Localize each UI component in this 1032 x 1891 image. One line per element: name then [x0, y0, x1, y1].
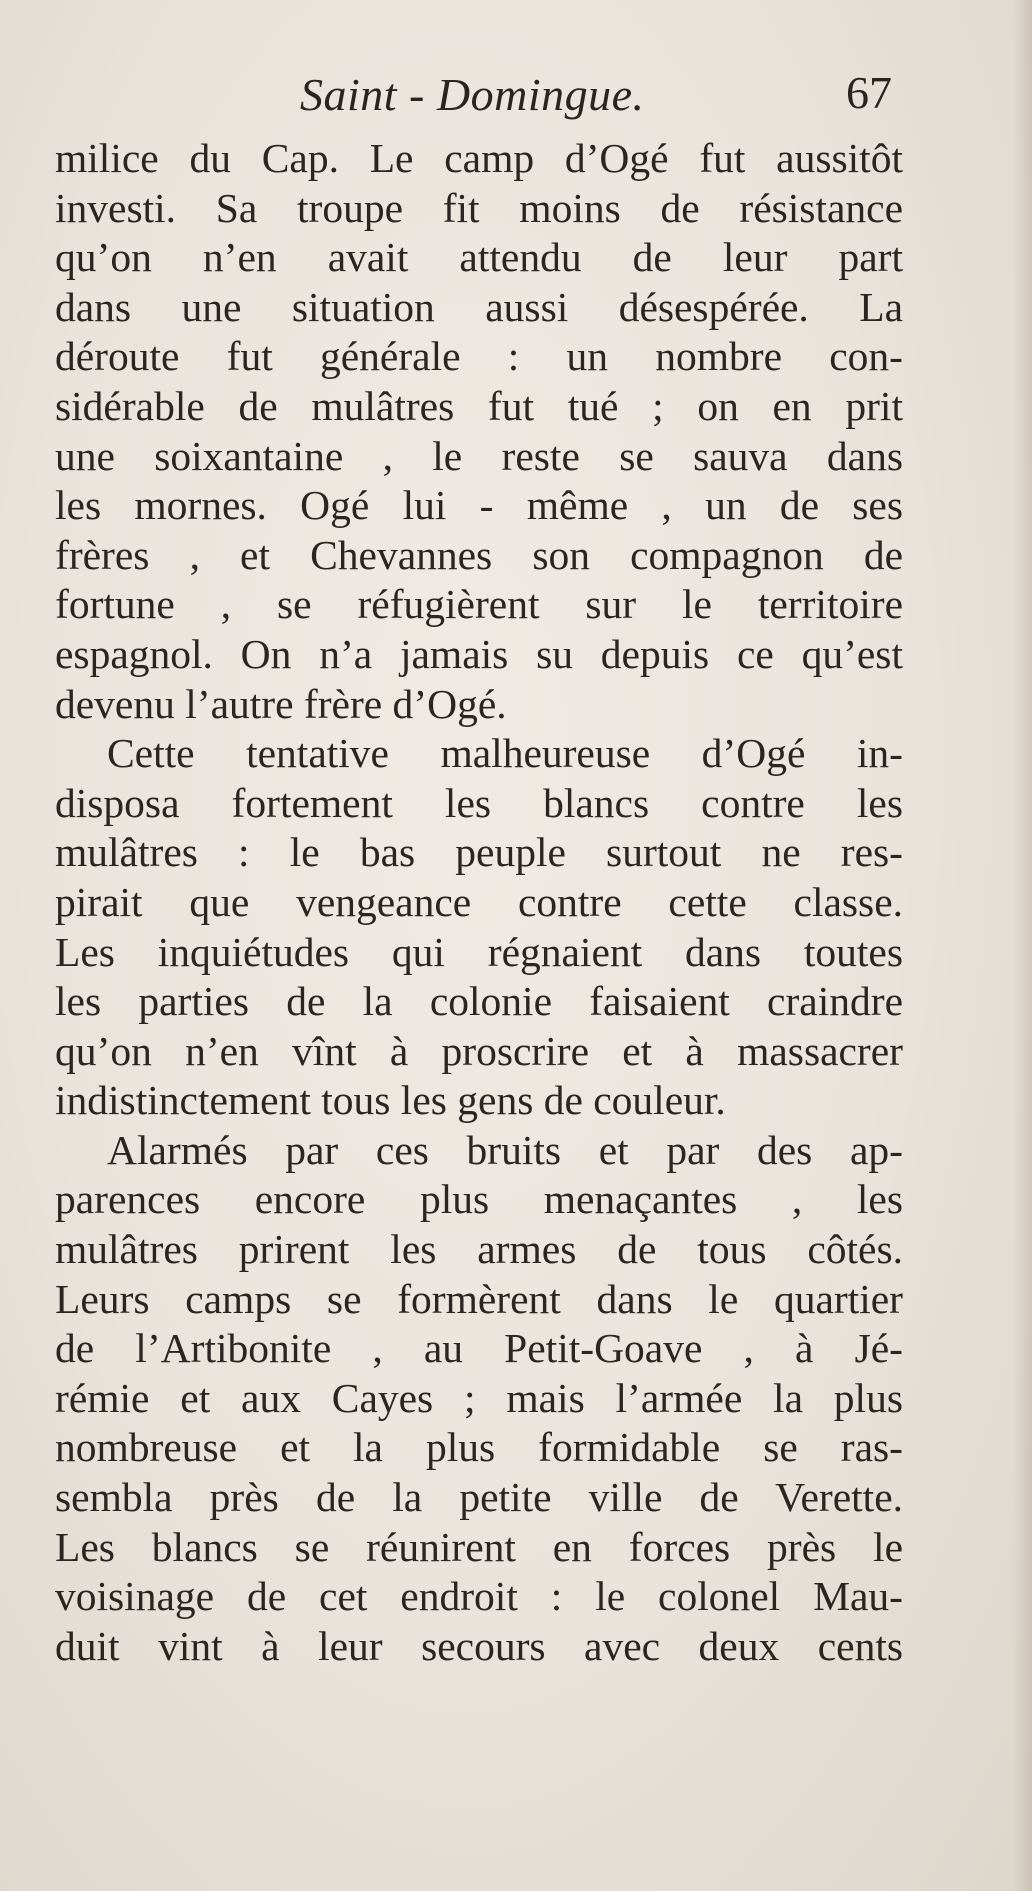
text-line: mulâtres : le bas peuple surtout ne res-: [55, 829, 903, 876]
text-line: déroute fut générale : un nombre con-: [55, 333, 903, 380]
text-line: Les blancs se réunirent en forces près le: [55, 1523, 903, 1570]
text-line: milice du Cap. Le camp d’Ogé fut aussitôt: [55, 135, 903, 181]
page-header: [0, 62, 1032, 134]
page-number: 67: [846, 67, 892, 118]
text-line: Les inquiétudes qui régnaient dans toutes: [55, 928, 903, 975]
text-line: Leurs camps se formèrent dans le quartier: [55, 1275, 903, 1322]
text-line: nombreuse et la plus formidable se ras-: [55, 1424, 903, 1471]
text-line: dans une situation aussi désespérée. La: [55, 283, 903, 330]
running-title: Saint - Domingue.: [300, 69, 645, 120]
text-line: frères , et Chevannes son compagnon de: [55, 531, 903, 578]
text-line: mulâtres prirent les armes de tous côtés.: [55, 1226, 903, 1273]
text-line: pirait que vengeance contre cette classe.: [55, 878, 903, 925]
text-line: les mornes. Ogé lui - même , un de ses: [55, 482, 903, 529]
text-line: les parties de la colonie faisaient craindre: [55, 978, 903, 1025]
text-line: parences encore plus menaçantes , les: [55, 1176, 903, 1223]
text-line: qu’on n’en avait attendu de leur part: [55, 234, 903, 281]
page-edge-shadow: [1012, 0, 1032, 1891]
text-line: Alarmés par ces bruits et par des ap-: [107, 1126, 903, 1173]
text-line: une soixantaine , le reste se sauva dans: [55, 432, 903, 479]
text-line: sidérable de mulâtres fut tué ; on en prit: [55, 382, 903, 429]
text-line: sembla près de la petite ville de Verette.: [55, 1474, 903, 1521]
text-line: espagnol. On n’a jamais su depuis ce qu’est: [55, 630, 903, 677]
text-line: Cette tentative malheureuse d’Ogé in-: [107, 730, 903, 777]
body-text: [55, 134, 903, 1671]
text-line: qu’on n’en vînt à proscrire et à massacrer: [55, 1027, 903, 1074]
text-line: rémie et aux Cayes ; mais l’armée la plus: [55, 1374, 903, 1421]
text-line: devenu l’autre frère d’Ogé.: [55, 680, 507, 727]
text-line: de l’Artibonite , au Petit-Goave , à Jé-: [55, 1325, 903, 1372]
text-line: investi. Sa troupe fit moins de résistance: [55, 184, 903, 231]
text-line: voisinage de cet endroit : le colonel Mau-: [55, 1573, 903, 1620]
text-line: disposa fortement les blancs contre les: [55, 779, 903, 826]
text-line: duit vint à leur secours avec deux cents: [55, 1622, 903, 1669]
text-line: fortune , se réfugièrent sur le territoire: [55, 581, 903, 628]
text-line: indistinctement tous les gens de couleur.: [55, 1077, 726, 1124]
